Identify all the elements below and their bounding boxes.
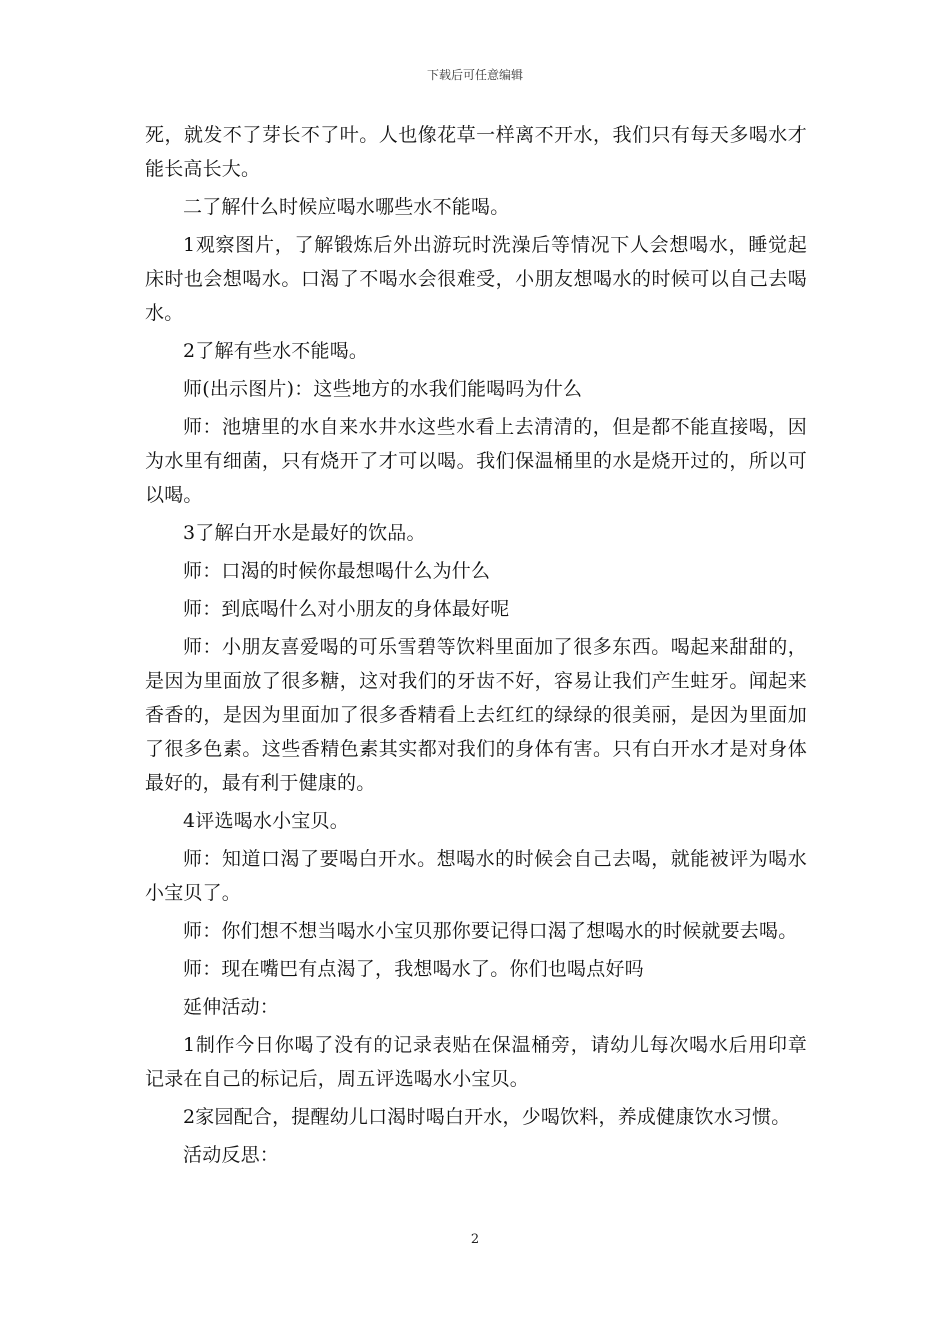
paragraph-5: 师(出示图片)：这些地方的水我们能喝吗为什么 bbox=[183, 378, 583, 400]
page-header: 下载后可任意编辑 bbox=[426, 68, 523, 82]
paragraph-7: 3了解白开水是最好的饮品。 bbox=[183, 522, 426, 544]
paragraph-9: 师：到底喝什么对小朋友的身体最好呢 bbox=[183, 598, 510, 620]
page-number: 2 bbox=[470, 1232, 480, 1247]
paragraph-15: 延伸活动： bbox=[183, 996, 280, 1018]
paragraph-8: 师：口渴的时候你最想喝什么为什么 bbox=[183, 560, 491, 582]
paragraph-14: 师：现在嘴巴有点渴了，我想喝水了。你们也喝点好吗 bbox=[183, 958, 644, 980]
paragraph-13: 师：你们想不想当喝水小宝贝那你要记得口渴了想喝水的时候就要去喝。 bbox=[183, 920, 798, 942]
document-body bbox=[145, 118, 807, 1172]
paragraph-2: 二了解什么时候应喝水哪些水不能喝。 bbox=[183, 196, 510, 218]
paragraph-16: 1制作今日你喝了没有的记录表贴在保温桶旁，请幼儿每次喝水后用印章记录在自己的标记后，周五评选喝水小宝贝。 bbox=[145, 1034, 807, 1090]
paragraph-4: 2了解有些水不能喝。 bbox=[183, 340, 369, 362]
paragraph-6: 师：池塘里的水自来水井水这些水看上去清清的，但是都不能直接喝，因为水里有细菌，只有烧开了才可以喝。我们保温桶里的水是烧开过的，所以可以喝。 bbox=[145, 416, 807, 506]
paragraph-3: 1观察图片，了解锻炼后外出游玩时洗澡后等情况下人会想喝水，睡觉起床时也会想喝水。口渴了不喝水会很难受，小朋友想喝水的时候可以自己去喝水。 bbox=[145, 234, 807, 324]
paragraph-12: 师：知道口渴了要喝白开水。想喝水的时候会自己去喝，就能被评为喝水小宝贝了。 bbox=[145, 848, 807, 904]
paragraph-10: 师：小朋友喜爱喝的可乐雪碧等饮料里面加了很多东西。喝起来甜甜的，是因为里面放了很多糖，这对我们的牙齿不好，容易让我们产生蛀牙。闻起来香香的，是因为里面加了很多香精看上去红红的绿绿的很美丽，是因为里面加了很多色素。这些香精色素其实都对我们的身体有害。只有白开水才是对身体最好的，最有利于健康的。 bbox=[145, 636, 807, 794]
paragraph-1: 死，就发不了芽长不了叶。人也像花草一样离不开水，我们只有每天多喝水才能长高长大。 bbox=[145, 124, 807, 180]
paragraph-18: 活动反思： bbox=[183, 1144, 280, 1166]
paragraph-17: 2家园配合，提醒幼儿口渴时喝白开水，少喝饮料，养成健康饮水习惯。 bbox=[183, 1106, 791, 1128]
paragraph-11: 4评选喝水小宝贝。 bbox=[183, 810, 349, 832]
